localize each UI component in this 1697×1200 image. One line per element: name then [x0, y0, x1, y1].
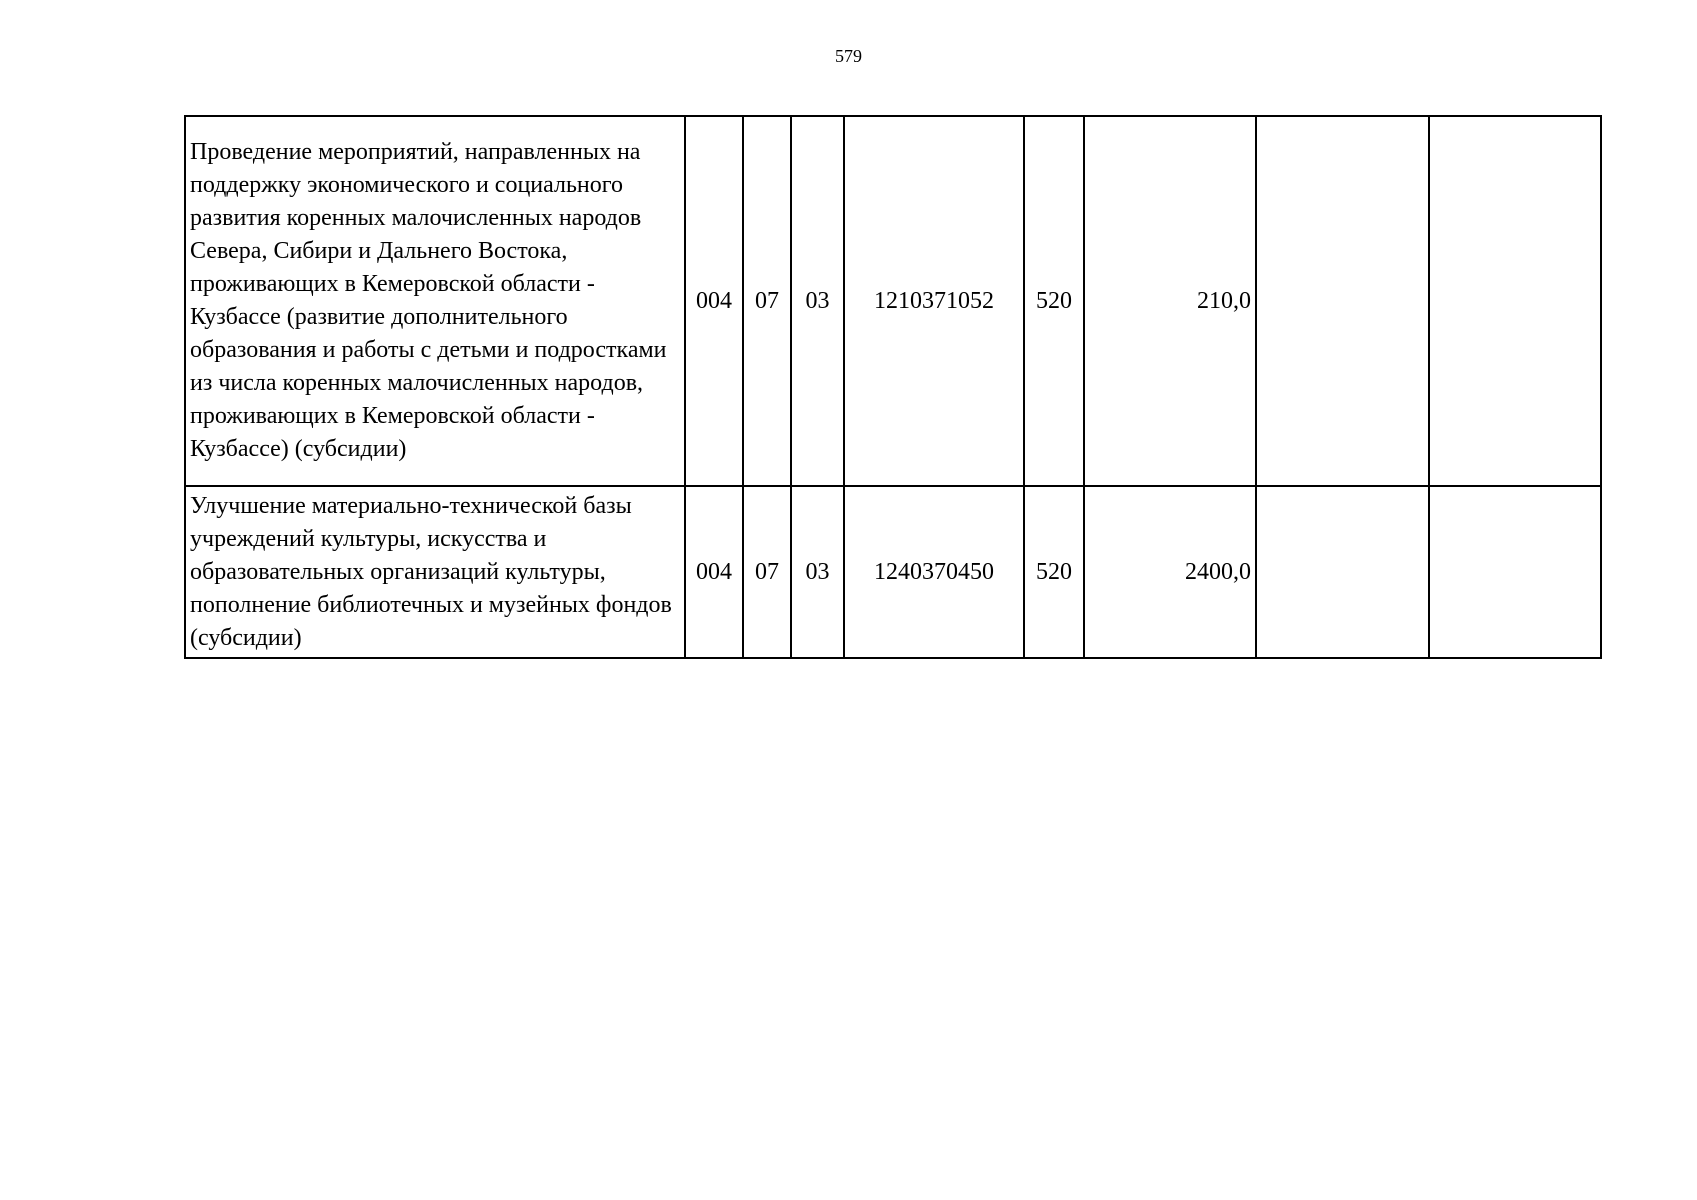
budget-table [184, 115, 1602, 659]
page-number: 579 [835, 46, 862, 66]
amount-cell: 2400,0 [1084, 486, 1256, 658]
description-cell: Проведение мероприятий, направленных на поддержку экономического и социального развития коренных малочисленных народов Севера, Сибири и Дальнего Востока, проживающих в Кемеровской области - Кузбассе (развитие дополнительного образования и работы с детьми и подростками из числа коренных малочисленных народов, проживающих в Кемеровской области - Кузбассе) (субсидии) [185, 116, 685, 486]
subsection-code-cell: 03 [791, 116, 844, 486]
amount-3-cell [1429, 116, 1601, 486]
target-article-cell: 1210371052 [844, 116, 1024, 486]
subsection-code-cell: 03 [791, 486, 844, 658]
expense-type-cell: 520 [1024, 486, 1084, 658]
expense-type-cell: 520 [1024, 116, 1084, 486]
table-row [185, 116, 1601, 486]
section-code-cell: 07 [743, 486, 791, 658]
description-cell: Улучшение материально-технической базы учреждений культуры, искусства и образовательных организаций культуры, пополнение библиотечных и музейных фондов (субсидии) [185, 486, 685, 658]
amount-2-cell [1256, 116, 1429, 486]
amount-cell: 210,0 [1084, 116, 1256, 486]
amount-2-cell [1256, 486, 1429, 658]
amount-3-cell [1429, 486, 1601, 658]
table-row [185, 486, 1601, 658]
ministry-code-cell: 004 [685, 116, 743, 486]
section-code-cell: 07 [743, 116, 791, 486]
target-article-cell: 1240370450 [844, 486, 1024, 658]
ministry-code-cell: 004 [685, 486, 743, 658]
